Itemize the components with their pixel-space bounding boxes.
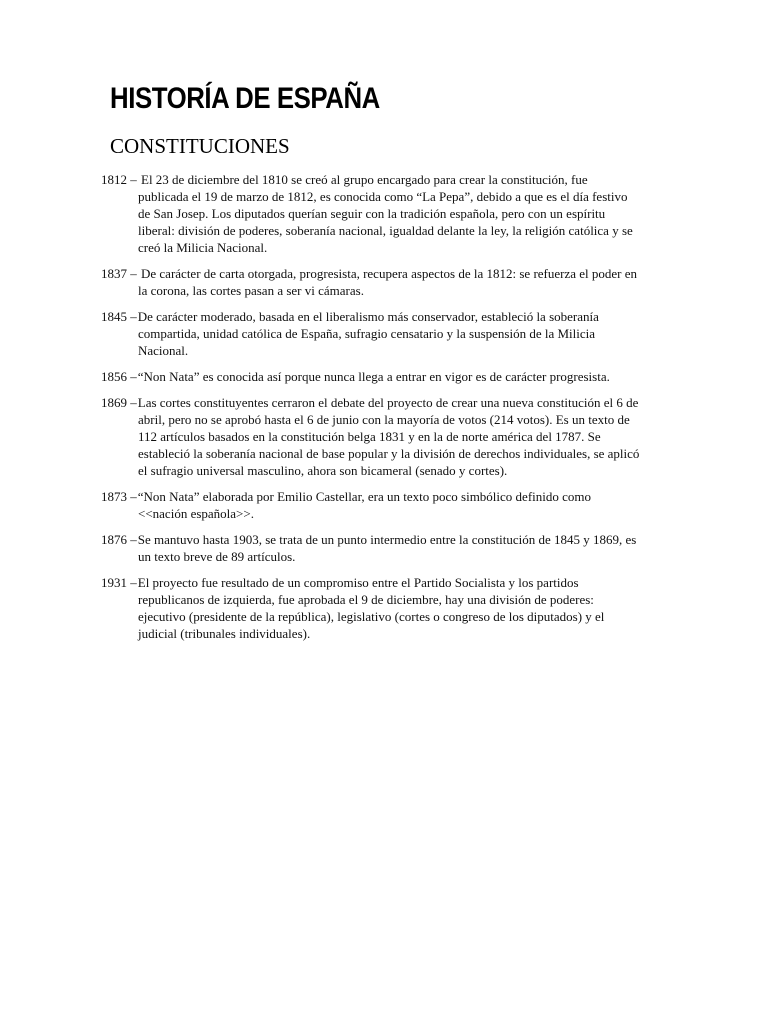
constitution-entry-1869 bbox=[101, 394, 641, 479]
entry-separator: – bbox=[127, 266, 140, 281]
entry-separator: – bbox=[127, 369, 137, 384]
constitution-entry-1845 bbox=[101, 308, 641, 359]
entry-text: El 23 de diciembre del 1810 se creó al grupo encargado para crear la constitución, fue publicada el 19 de marzo de 1812, es conocida como “La Pepa”, debido a que es el día festivo de San Josep. Los diputados querían seguir con la tradición española, pero con un espíritu liberal: división de poderes, soberanía nacional, igualdad delante la ley, la religión católica y se creó la Milicia Nacional. bbox=[138, 172, 633, 255]
entry-year: 1837 bbox=[101, 266, 127, 281]
entry-text: Se mantuvo hasta 1903, se trata de un punto intermedio entre la constitución de 1845 y 1869, es un texto breve de 89 artículos. bbox=[137, 532, 637, 564]
entry-separator: – bbox=[127, 489, 137, 504]
entry-year: 1845 bbox=[101, 309, 127, 324]
entry-text: El proyecto fue resultado de un compromiso entre el Partido Socialista y los partidos republicanos de izquierda, fue aprobada el 9 de diciembre, hay una división de poderes: ejecutivo (presidente de la república), legislativo (cortes o congreso de los diputados) y el judicial (tribunales individuales). bbox=[137, 575, 605, 641]
entry-separator: – bbox=[127, 395, 137, 410]
constitution-entry-1856 bbox=[101, 368, 641, 385]
constitution-entry-1837 bbox=[101, 265, 641, 299]
constitution-entry-1812 bbox=[101, 171, 641, 256]
entry-year: 1869 bbox=[101, 395, 127, 410]
entry-year: 1812 bbox=[101, 172, 127, 187]
entry-year: 1856 bbox=[101, 369, 127, 384]
entry-text: De carácter de carta otorgada, progresista, recupera aspectos de la 1812: se refuerza el poder en la corona, las cortes pasan a ser vi cámaras. bbox=[138, 266, 638, 298]
constitution-entry-1873 bbox=[101, 488, 641, 522]
constitution-entry-1876 bbox=[101, 531, 641, 565]
document-title: HISTORÍA DE ESPAÑA bbox=[110, 82, 380, 115]
entry-year: 1931 bbox=[101, 575, 127, 590]
entry-year: 1876 bbox=[101, 532, 127, 547]
entry-text: De carácter moderado, basada en el liberalismo más conservador, estableció la soberanía compartida, unidad católica de España, sufragio censatario y la suspensión de la Milicia Nacional. bbox=[137, 309, 599, 358]
document-subtitle: CONSTITUCIONES bbox=[110, 134, 290, 158]
entry-text: “Non Nata” elaborada por Emilio Castellar, era un texto poco simbólico definido como <<nación española>>. bbox=[137, 489, 592, 521]
entry-separator: – bbox=[127, 532, 137, 547]
entry-separator: – bbox=[127, 575, 137, 590]
constitution-entry-1931 bbox=[101, 574, 641, 642]
constitution-list bbox=[101, 171, 641, 651]
entry-separator: – bbox=[127, 172, 140, 187]
entry-text: “Non Nata” es conocida así porque nunca llega a entrar en vigor es de carácter progresista. bbox=[137, 369, 610, 384]
entry-separator: – bbox=[127, 309, 137, 324]
entry-year: 1873 bbox=[101, 489, 127, 504]
entry-text: Las cortes constituyentes cerraron el debate del proyecto de crear una nueva constitución el 6 de abril, pero no se aprobó hasta el 6 de junio con la mayoría de votos (214 votos). Es un texto de 112 artículos basados en la constitución belga 1831 y en la de norte américa del 1787. Se estableció la soberanía nacional de base popular y la división de derechos individuales, se aplicó el sufragio universal masculino, ahora son bicameral (senado y cortes). bbox=[137, 395, 640, 478]
